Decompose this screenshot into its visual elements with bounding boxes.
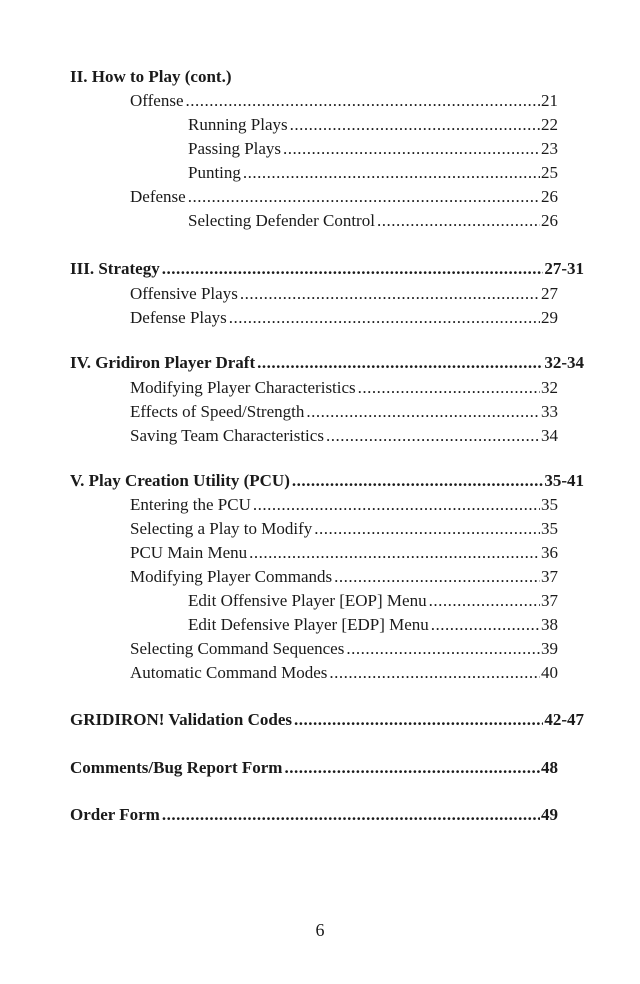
leader-dots — [294, 709, 543, 731]
toc-entry-selecting-a-play — [130, 518, 558, 540]
toc-entry-label: Entering the PCU — [130, 495, 251, 514]
toc-entry-page: 40 — [541, 663, 558, 682]
toc-entry-label: Selecting Defender Control — [188, 211, 375, 230]
page-number: 6 — [315, 920, 325, 940]
toc-heading-label: GRIDIRON! Validation Codes — [70, 710, 292, 729]
leader-dots — [429, 590, 540, 612]
toc-entry-label: Modifying Player Commands — [130, 567, 333, 586]
toc-heading-label: Order Form — [70, 805, 160, 824]
toc-entry-label: Selecting Command Sequences — [130, 639, 345, 658]
toc-entry-page: 25 — [541, 163, 558, 182]
toc-entry-page: 23 — [541, 139, 558, 158]
leader-dots — [162, 804, 540, 826]
leader-dots — [240, 283, 540, 305]
toc-entry-selecting-command-sequences — [130, 638, 558, 660]
leader-dots — [253, 494, 540, 516]
toc-entry-offense — [130, 90, 558, 112]
toc-entry-page: 35 — [541, 519, 558, 538]
leader-dots — [306, 401, 540, 423]
toc-heading-pages: 42-47 — [544, 710, 584, 729]
toc-heading-pages: 49 — [541, 805, 558, 824]
toc-entry-modifying-player-characteristics — [130, 377, 558, 399]
leader-dots — [257, 352, 543, 374]
toc-entry-page: 22 — [541, 115, 558, 134]
toc-entry-running-plays — [188, 114, 558, 136]
toc-entry-label: Punting — [188, 163, 241, 182]
toc-entry-selecting-defender-control — [188, 210, 558, 232]
toc-entry-label: Selecting a Play to Modify — [130, 519, 313, 538]
toc-heading-label: III. Strategy — [70, 259, 160, 278]
toc-entry-page: 35 — [541, 495, 558, 514]
section-heading-comments-bug-report — [70, 757, 558, 779]
toc-entry-label: Offensive Plays — [130, 284, 238, 303]
toc-entry-modifying-player-commands — [130, 566, 558, 588]
toc-heading-pages: 35-41 — [544, 471, 584, 490]
toc-entry-label: Modifying Player Characteristics — [130, 378, 356, 397]
toc-entry-page: 37 — [541, 567, 558, 586]
toc-entry-entering-the-pcu — [130, 494, 558, 516]
leader-dots — [284, 757, 540, 779]
section-heading-order-form — [70, 804, 558, 826]
toc-entry-page: 29 — [541, 308, 558, 327]
leader-dots — [377, 210, 540, 232]
toc-entry-label: PCU Main Menu — [130, 543, 248, 562]
leader-dots — [243, 162, 540, 184]
toc-entry-page: 32 — [541, 378, 558, 397]
toc-heading-label: V. Play Creation Utility (PCU) — [70, 471, 290, 490]
leader-dots — [162, 258, 544, 280]
toc-entry-label: Effects of Speed/Strength — [130, 402, 305, 421]
toc-entry-automatic-command-modes — [130, 662, 558, 684]
toc-entry-edit-offensive-player-menu — [188, 590, 558, 612]
toc-heading-label: IV. Gridiron Player Draft — [70, 353, 256, 372]
toc-heading-pages: 27-31 — [544, 259, 584, 278]
toc-heading-pages: 48 — [541, 758, 558, 777]
toc-entry-label: Running Plays — [188, 115, 288, 134]
section-heading-how-to-play: II. How to Play (cont.) — [70, 67, 232, 86]
toc-entry-label: Automatic Command Modes — [130, 663, 328, 682]
toc-entry-passing-plays — [188, 138, 558, 160]
toc-entry-page: 33 — [541, 402, 558, 421]
toc-entry-label: Defense Plays — [130, 308, 227, 327]
toc-entry-pcu-main-menu — [130, 542, 558, 564]
toc-entry-label: Passing Plays — [188, 139, 282, 158]
toc-entry-defense — [130, 186, 558, 208]
toc-entry-offensive-plays — [130, 283, 558, 305]
section-heading-play-creation-utility — [70, 470, 584, 492]
toc-entry-page: 39 — [541, 639, 558, 658]
toc-entry-defense-plays — [130, 307, 558, 329]
leader-dots — [314, 518, 540, 540]
section-heading-strategy — [70, 258, 584, 280]
toc-heading-pages: 32-34 — [544, 353, 584, 372]
toc-entry-punting — [188, 162, 558, 184]
toc-entry-label: Saving Team Characteristics — [130, 426, 324, 445]
toc-entry-page: 26 — [541, 187, 558, 206]
leader-dots — [249, 542, 540, 564]
toc-entry-page: 38 — [541, 615, 558, 634]
leader-dots — [358, 377, 540, 399]
leader-dots — [283, 138, 540, 160]
toc-entry-page: 21 — [541, 91, 558, 110]
toc-entry-label: Edit Defensive Player [EDP] Menu — [188, 615, 429, 634]
toc-entry-page: 26 — [541, 211, 558, 230]
leader-dots — [346, 638, 540, 660]
leader-dots — [329, 662, 540, 684]
toc-entry-saving-team-characteristics — [130, 425, 558, 447]
leader-dots — [431, 614, 540, 636]
leader-dots — [290, 114, 540, 136]
leader-dots — [292, 470, 543, 492]
toc-entry-label: Edit Offensive Player [EOP] Menu — [188, 591, 427, 610]
leader-dots — [186, 90, 541, 112]
toc-heading-label: Comments/Bug Report Form — [70, 758, 283, 777]
toc-entry-label: Defense — [130, 187, 186, 206]
toc-entry-effects-of-speed-strength — [130, 401, 558, 423]
section-heading-validation-codes — [70, 709, 584, 731]
leader-dots — [188, 186, 540, 208]
leader-dots — [334, 566, 540, 588]
toc-entry-page: 27 — [541, 284, 558, 303]
toc-entry-page: 37 — [541, 591, 558, 610]
leader-dots — [229, 307, 540, 329]
toc-entry-page: 36 — [541, 543, 558, 562]
toc-entry-edit-defensive-player-menu — [188, 614, 558, 636]
toc-entry-page: 34 — [541, 426, 558, 445]
toc-entry-label: Offense — [130, 91, 184, 110]
section-heading-player-draft — [70, 352, 584, 374]
leader-dots — [326, 425, 540, 447]
